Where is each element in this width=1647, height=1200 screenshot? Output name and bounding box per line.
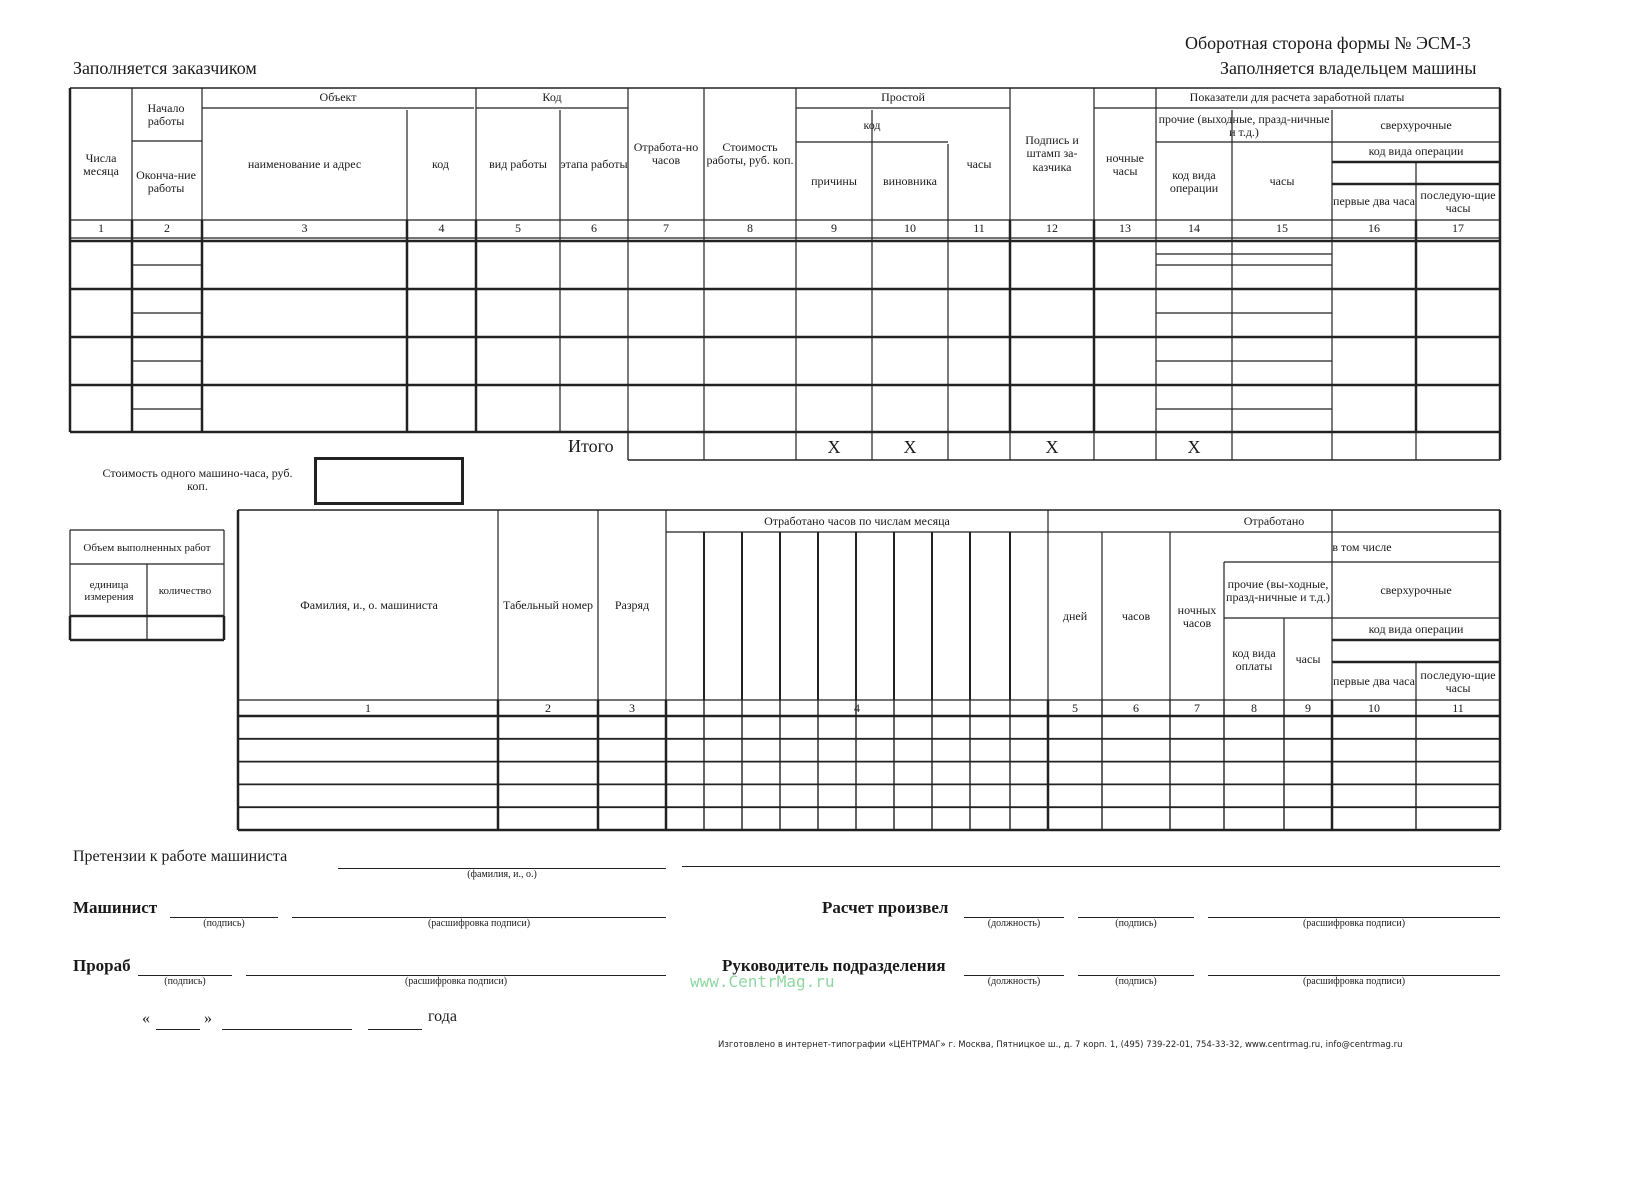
operator-label: Машинист	[73, 898, 158, 917]
date-year-line[interactable]	[368, 1029, 422, 1030]
column-number: 11	[973, 221, 985, 236]
date-month-line[interactable]	[222, 1029, 352, 1030]
th-first-two: первые два часа	[1333, 194, 1415, 209]
th2-night-hours: ночных часов	[1177, 602, 1217, 630]
column-number: 6	[1133, 701, 1139, 716]
column-number: 11	[1452, 701, 1464, 716]
th2-overtime: сверхурочные	[1380, 583, 1452, 598]
column-number: 16	[1368, 221, 1380, 236]
watermark: www.CentrMag.ru	[690, 972, 835, 991]
right-caption: Заполняется владельцем машины	[1220, 58, 1477, 78]
th2-fio: Фамилия, и., о. машиниста	[300, 598, 438, 613]
th-cost: Стоимость работы, руб. коп.	[706, 139, 794, 167]
th-downtime-code: код	[863, 118, 881, 133]
volume-unit: единица измерения	[84, 578, 134, 603]
date-day-line[interactable]	[156, 1029, 200, 1030]
th2-worked: Отработано	[1243, 514, 1305, 529]
total-label: Итого	[568, 436, 614, 456]
column-number: 9	[831, 221, 837, 236]
th-start: Начало работы	[147, 100, 185, 128]
head-position-caption: (должность)	[987, 976, 1041, 987]
column-number: 6	[591, 221, 597, 236]
volume-quantity: количество	[158, 584, 212, 597]
column-number: 15	[1276, 221, 1288, 236]
calc-decode-caption: (расшифровка подписи)	[1302, 918, 1406, 929]
th-work-stage: этапа работы	[560, 157, 628, 172]
column-number: 10	[1368, 701, 1380, 716]
th-kod: Код	[542, 90, 562, 105]
calc-position-caption: (должность)	[987, 918, 1041, 929]
th2-days: дней	[1062, 609, 1088, 624]
claims-fio-caption: (фамилия, и., о.)	[467, 869, 537, 880]
x-mark-signature: X	[1045, 436, 1059, 457]
operator-signature-caption: (подпись)	[203, 918, 245, 929]
th-work-type: вид работы	[489, 157, 547, 172]
th-hours2: часы	[1269, 174, 1295, 189]
form-title: Оборотная сторона формы № ЭСМ-3	[1185, 33, 1471, 53]
th2-pay-code: код вида оплаты	[1232, 645, 1276, 673]
th-name-address: наименование и адрес	[247, 157, 362, 172]
column-number: 12	[1046, 221, 1058, 236]
th-reasons: причины	[811, 174, 857, 189]
foreman-label: Прораб	[73, 956, 131, 975]
column-number: 8	[747, 221, 753, 236]
volume-title: Объем выполненных работ	[83, 541, 211, 554]
th2-hours-by-days: Отработано часов по числам месяца	[764, 514, 950, 529]
x-mark-op-code: X	[1187, 436, 1201, 457]
column-number: 4	[854, 701, 860, 716]
column-number: 7	[1194, 701, 1200, 716]
year-label: года	[428, 1008, 457, 1025]
head-decode-caption: (расшифровка подписи)	[1302, 976, 1406, 987]
th2-other: прочие (вы-ходные, празд-ничные и т.д.)	[1226, 576, 1330, 604]
th2-tab-no: Табельный номер	[502, 598, 594, 613]
column-number: 3	[629, 701, 635, 716]
printer-footer: Изготовлено в интернет-типографии «ЦЕНТРМАГ» г. Москва, Пятницкое ш., д. 7 корп. 1, (495) 739-22-01, 754-33-32, www.centrmag.ru, info@centrmag.ru	[718, 1040, 1403, 1050]
th2-op-code: код вида операции	[1368, 622, 1464, 637]
th-overtime: сверхурочные	[1380, 118, 1452, 133]
column-number: 2	[164, 221, 170, 236]
column-number: 17	[1452, 221, 1464, 236]
head-signature-caption: (подпись)	[1115, 976, 1157, 987]
foreman-decode-caption: (расшифровка подписи)	[404, 976, 508, 987]
column-number: 1	[98, 221, 104, 236]
claims-text-line[interactable]	[682, 866, 1500, 867]
th-signature: Подпись и штамп за-казчика	[1025, 132, 1079, 174]
column-number: 1	[365, 701, 371, 716]
th2-following: последую-щие часы	[1420, 667, 1496, 695]
th-downtime: Простой	[881, 90, 925, 105]
foreman-signature-caption: (подпись)	[164, 976, 206, 987]
th-night-hours: ночные часы	[1106, 150, 1144, 178]
column-number: 2	[545, 701, 551, 716]
th-overtime-op-code: код вида операции	[1368, 144, 1464, 159]
th-code: код	[432, 157, 449, 172]
th2-hours2: часы	[1295, 652, 1321, 667]
th-object: Объект	[319, 90, 357, 105]
left-caption: Заполняется заказчиком	[73, 58, 257, 78]
claims-label: Претензии к работе машиниста	[73, 848, 288, 865]
column-number: 7	[663, 221, 669, 236]
column-number: 5	[1072, 701, 1078, 716]
volume-unit-input[interactable]	[72, 617, 146, 639]
volume-quantity-input[interactable]	[148, 617, 222, 639]
th-hours-worked: Отработа-но часов	[633, 139, 699, 167]
x-mark-reasons: X	[827, 436, 841, 457]
column-number: 4	[438, 221, 445, 236]
date-open-quote: «	[142, 1010, 150, 1027]
th2-first-two: первые два часа	[1333, 674, 1415, 689]
calc-by-label: Расчет произвел	[822, 898, 949, 917]
column-number: 3	[301, 221, 308, 236]
calc-signature-caption: (подпись)	[1115, 918, 1157, 929]
x-mark-culprit: X	[903, 436, 917, 457]
column-number: 14	[1188, 221, 1200, 236]
th-culprit: виновника	[883, 174, 937, 189]
th-downtime-hours: часы	[966, 157, 992, 172]
machine-hour-cost-label: Стоимость одного машино-часа, руб. коп.	[102, 465, 293, 493]
machine-hour-cost-input[interactable]	[314, 457, 464, 505]
unit-head-label: Руководитель подразделения	[722, 956, 946, 975]
column-number: 9	[1305, 701, 1311, 716]
operator-decode-caption: (расшифровка подписи)	[427, 918, 531, 929]
th-end: Оконча-ние работы	[136, 167, 196, 195]
column-number: 13	[1119, 221, 1131, 236]
th-other: прочие (выходные, празд-ничные и т.д.)	[1158, 111, 1330, 139]
th-following: последую-щие часы	[1420, 187, 1496, 215]
th2-hours: часов	[1121, 609, 1151, 624]
th2-incl: в том числе	[1332, 540, 1392, 555]
column-number: 5	[515, 221, 521, 236]
column-number: 10	[904, 221, 916, 236]
th-pay-indicators: Показатели для расчета заработной платы	[1189, 90, 1405, 105]
date-close-quote: »	[204, 1010, 212, 1027]
th-days: Числа месяца	[83, 150, 119, 178]
th-op-code: код вида операции	[1169, 167, 1219, 195]
column-number: 8	[1251, 701, 1257, 716]
th2-grade: Разряд	[614, 598, 650, 613]
